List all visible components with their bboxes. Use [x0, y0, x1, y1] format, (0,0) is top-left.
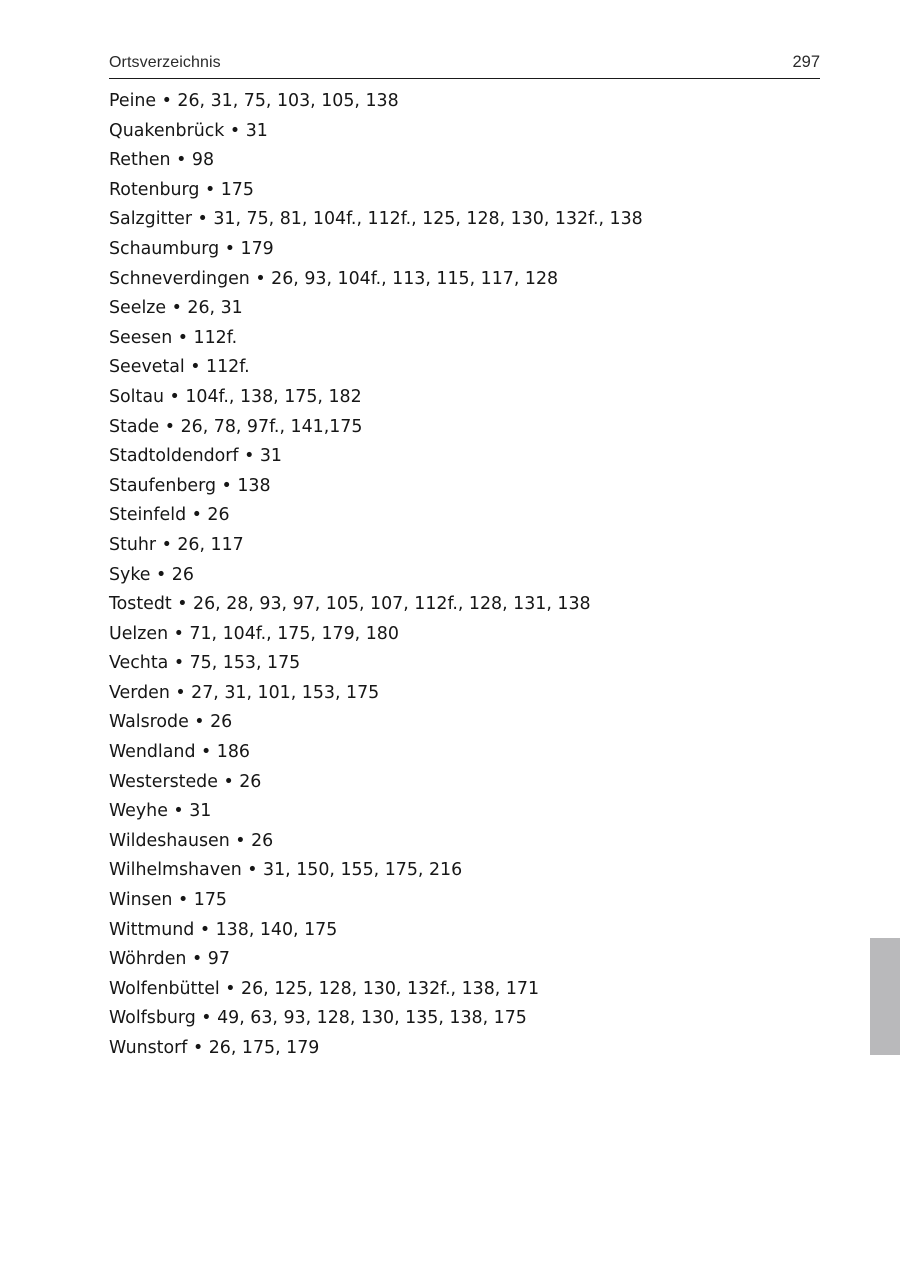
page-number: 297 [792, 53, 820, 71]
running-head-title: Ortsverzeichnis [109, 54, 221, 71]
place-index-list [109, 88, 643, 1065]
index-entry: Wöhrden • 97 [109, 949, 230, 970]
index-entry: Tostedt • 26, 28, 93, 97, 105, 107, 112f., 128, 131, 138 [109, 594, 591, 615]
index-entry: Staufenberg • 138 [109, 475, 271, 496]
index-entry: Schneverdingen • 26, 93, 104f., 113, 115, 117, 128 [109, 268, 559, 289]
index-entry: Salzgitter • 31, 75, 81, 104f., 112f., 125, 128, 130, 132f., 138 [109, 209, 643, 230]
index-entry: Stuhr • 26, 117 [109, 534, 244, 555]
index-entry: Uelzen • 71, 104f., 175, 179, 180 [109, 623, 399, 644]
index-entry: Vechta • 75, 153, 175 [109, 653, 301, 674]
index-entry: Wolfsburg • 49, 63, 93, 128, 130, 135, 138, 175 [109, 1008, 527, 1029]
index-entry: Syke • 26 [109, 564, 194, 585]
index-entry: Winsen • 175 [109, 890, 227, 911]
index-entry: Stade • 26, 78, 97f., 141,175 [109, 416, 363, 437]
chapter-thumb-tab [870, 938, 900, 1055]
index-entry: Wilhelmshaven • 31, 150, 155, 175, 216 [109, 860, 463, 881]
index-entry: Verden • 27, 31, 101, 153, 175 [109, 682, 380, 703]
index-entry: Soltau • 104f., 138, 175, 182 [109, 386, 362, 407]
index-entry: Weyhe • 31 [109, 801, 212, 822]
index-entry: Westerstede • 26 [109, 771, 262, 792]
index-entry: Walsrode • 26 [109, 712, 233, 733]
index-entry: Wolfenbüttel • 26, 125, 128, 130, 132f., 138, 171 [109, 978, 540, 999]
index-entry: Wendland • 186 [109, 742, 250, 763]
index-entry: Rethen • 98 [109, 150, 215, 171]
index-entry: Seelze • 26, 31 [109, 298, 243, 319]
index-entry: Wunstorf • 26, 175, 179 [109, 1038, 320, 1058]
page-header [109, 52, 820, 79]
index-entry: Wildeshausen • 26 [109, 830, 274, 851]
index-entry: Rotenburg • 175 [109, 179, 254, 200]
index-entry: Wittmund • 138, 140, 175 [109, 919, 338, 940]
index-entry: Stadtoldendorf • 31 [109, 446, 282, 467]
index-entry: Seevetal • 112f. [109, 357, 250, 378]
index-entry: Seesen • 112f. [109, 327, 238, 348]
index-entry: Schaumburg • 179 [109, 238, 274, 259]
index-entry: Steinfeld • 26 [109, 505, 230, 526]
index-entry: Quakenbrück • 31 [109, 120, 268, 141]
index-entry: Peine • 26, 31, 75, 103, 105, 138 [109, 91, 399, 111]
